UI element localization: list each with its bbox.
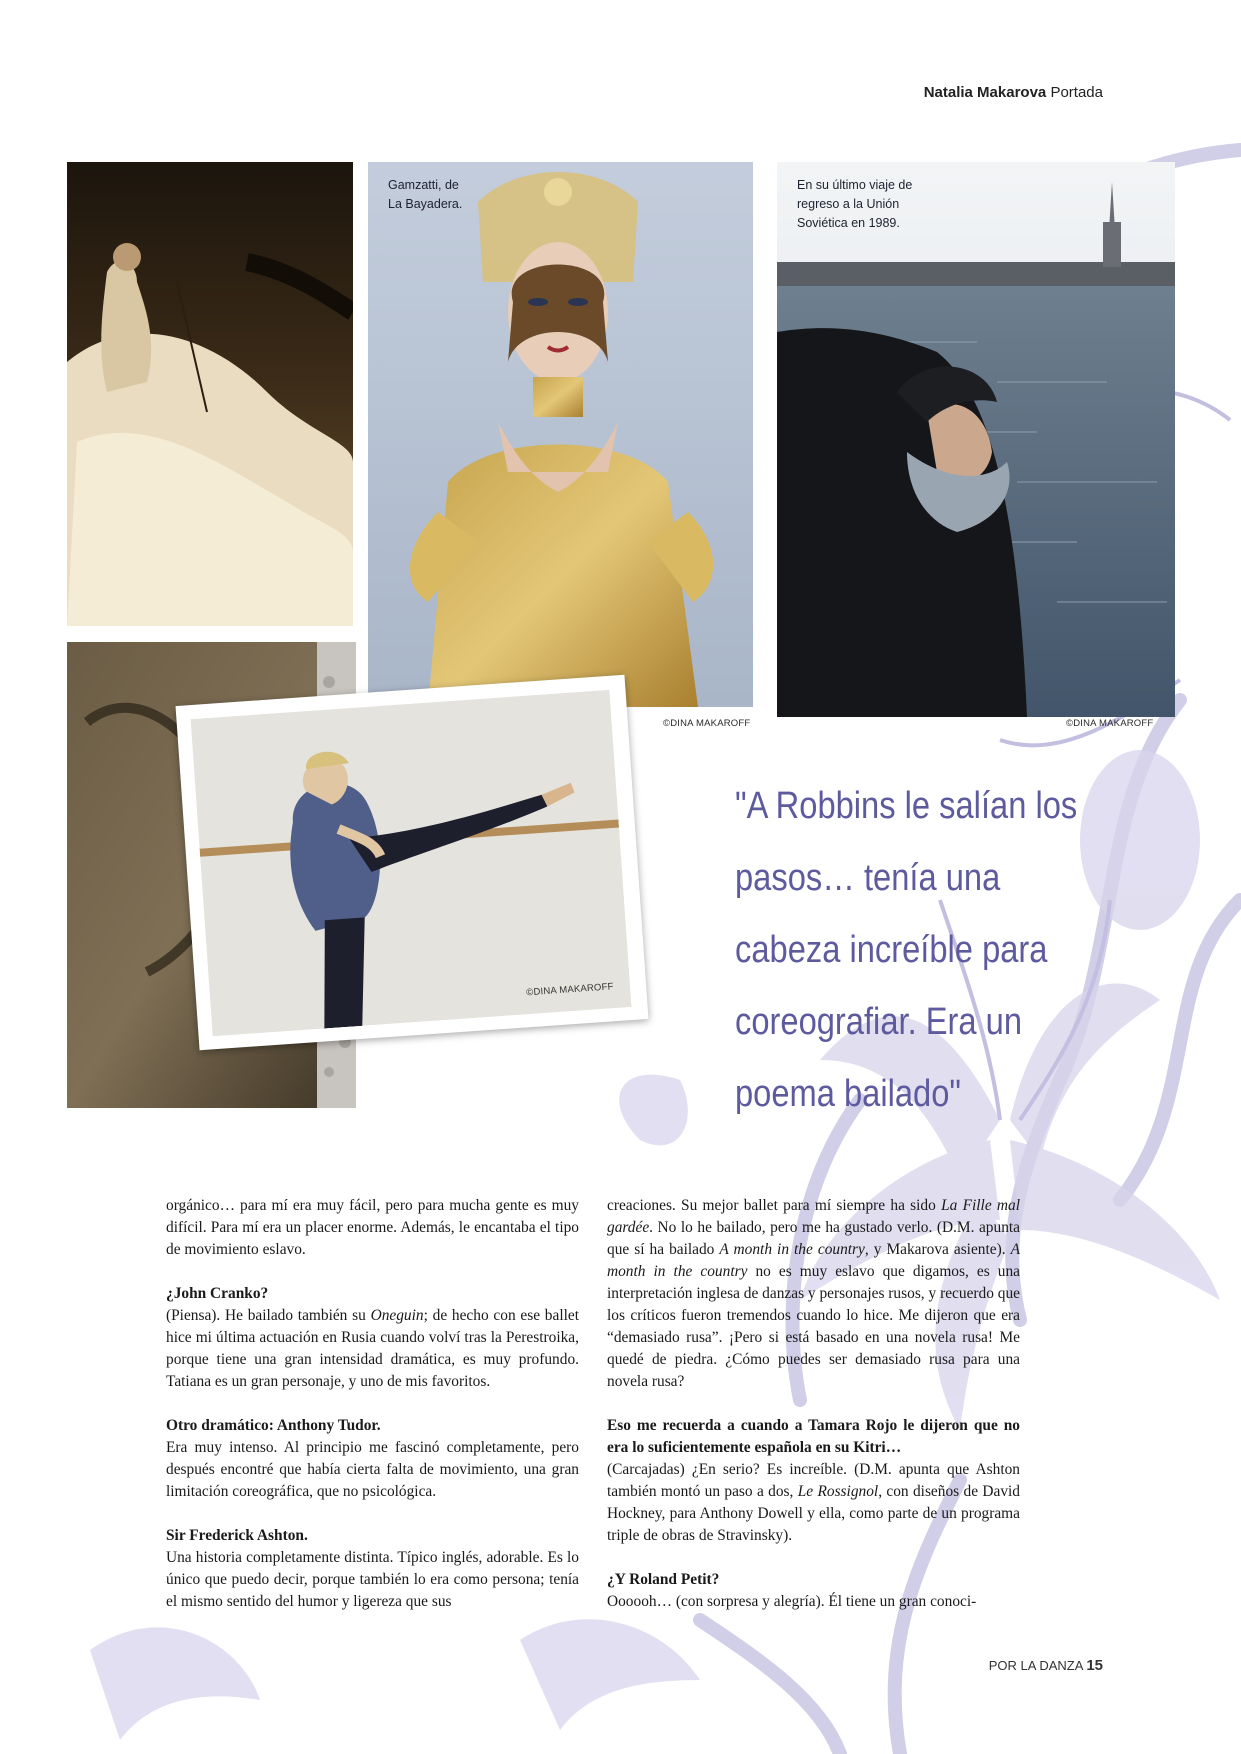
question-tamara-rojo: Eso me recuerda a cuando a Tamara Rojo le dijeron que no era lo suficientemente española en su Kitri… (607, 1417, 1020, 1456)
title-oneguin: Oneguin (370, 1307, 424, 1324)
page-number: 15 (1086, 1657, 1103, 1674)
answer-cranko-part1: (Piensa). He bailado también su (166, 1307, 371, 1324)
photo-credit-barre: ©DINA MAKAROFF (525, 981, 614, 999)
answer-tudor: Era muy intenso. Al principio me fascinó completamente, pero después encontré que había cierta falta de movimiento, una gran limitación coreográfica, que no psicológica. (166, 1439, 579, 1500)
left-qa-ashton (166, 1525, 579, 1613)
answer-cranko-part2: ; de hecho con ese ballet hice mi última actuación en Rusia cuando volví tras la Perestroika, porque tiene una gran intensidad dramática, es muy profundo. Tatiana es un gran personaje, y uno de mis favoritos. (166, 1307, 579, 1390)
title-month-country-1: A month in the country (719, 1241, 865, 1258)
photo-ballet-scene (67, 162, 353, 626)
question-tudor: Otro dramático: Anthony Tudor. (166, 1417, 381, 1434)
header-name: Natalia Makarova (923, 84, 1047, 101)
right-p1-part-a: creaciones. Su mejor ballet para mí siempre ha sido (607, 1197, 942, 1214)
right-qa-roland-petit (607, 1569, 1020, 1613)
answer-tamara-part2: , con diseños de David Hockney, para Anthony Dowell y ella, como parte de un programa triple de obras de Stravinsky). (607, 1483, 1020, 1544)
right-p1-part-c: , y Makarova asiente). (864, 1241, 1011, 1258)
left-qa-cranko (166, 1283, 579, 1393)
photo-river-1989 (777, 162, 1175, 717)
footer-magazine: POR LA DANZA (988, 1658, 1083, 1673)
answer-roland-petit: Oooooh… (con sorpresa y alegría). Él tiene un gran conoci- (607, 1593, 977, 1610)
question-ashton: Sir Frederick Ashton. (166, 1527, 308, 1544)
page-footer (989, 1657, 1103, 1674)
title-le-rossignol: Le Rossignol (797, 1483, 879, 1500)
title-la-fille-mal-gardee: La Fille mal gardée (607, 1197, 1020, 1236)
pull-quote: "A Robbins le salían los pasos… tenía una cabeza increíble para coreografiar. Era un poema bailado" (735, 785, 1078, 1115)
right-p1-part-b: . No lo he bailado, pero me ha gustado verlo. (D.M. apunta que sí ha bailado (607, 1219, 1020, 1258)
answer-ashton: Una historia completamente distinta. Típico inglés, adorable. Es lo único que puedo decir, porque también lo era como persona; tenía el mismo sentido del humor y ligereza que sus (166, 1549, 579, 1610)
caption-gamzatti: Gamzatti, de La Bayadera. (388, 178, 463, 211)
photo-barre-polaroid (176, 675, 649, 1051)
question-roland-petit: ¿Y Roland Petit? (607, 1571, 720, 1588)
header-section: Portada (1050, 84, 1103, 101)
left-qa-tudor (166, 1415, 579, 1503)
question-cranko: ¿John Cranko? (166, 1285, 269, 1302)
article-column-right (607, 1195, 1020, 1635)
photo-credit-gamzatti: ©DINA MAKAROFF (663, 718, 751, 729)
right-qa-tamara-rojo (607, 1415, 1020, 1547)
title-month-country-2: A month in the country (607, 1241, 1020, 1280)
caption-viaje-1989: En su último viaje de regreso a la Unión Soviética en 1989. (797, 178, 913, 230)
photo-gamzatti (368, 162, 753, 707)
right-paragraph-1 (607, 1195, 1020, 1393)
photo-credit-viaje: ©DINA MAKAROFF (1066, 718, 1154, 729)
answer-tamara-part1: (Carcajadas) ¿En serio? Es increíble. (D.M. apunta que Ashton también montó un paso a dos, (607, 1461, 1020, 1500)
article-column-left (166, 1195, 579, 1635)
running-header (924, 84, 1103, 101)
left-paragraph-1: orgánico… para mí era muy fácil, pero para mucha gente es muy difícil. Para mí era un placer enorme. Además, le encantaba el tipo de movimiento eslavo. (166, 1197, 579, 1258)
right-p1-part-d: no es muy eslavo que digamos, es una interpretación inglesa de danzas y personajes rusos, y recuerdo que los críticos fueron tremendos cuando lo hice. Me dijeron que era “demasiado rusa”. ¡Pero si está basado en una novela rusa! Me quedé de piedra. ¿Cómo puedes ser demasiado rusa para una novela rusa? (607, 1263, 1020, 1390)
